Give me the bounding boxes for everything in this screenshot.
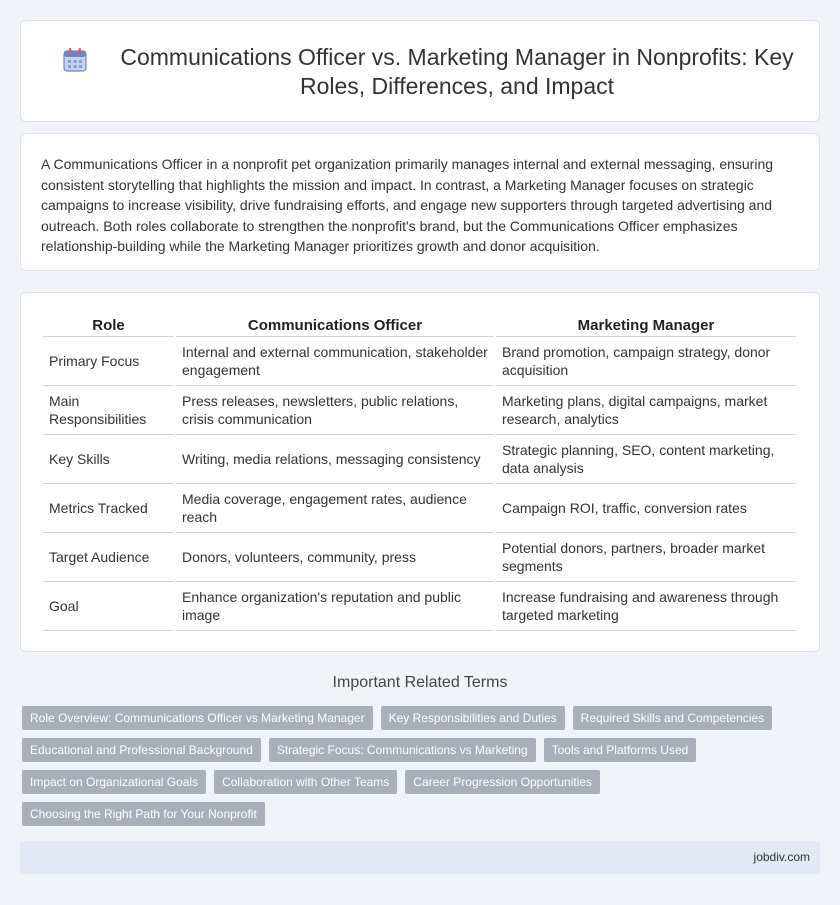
- row-label: Primary Focus: [43, 337, 174, 386]
- column-header-role: Role: [43, 315, 174, 337]
- related-term-tag[interactable]: Collaboration with Other Teams: [214, 770, 397, 794]
- title-wrap: [61, 43, 799, 101]
- table-cell: Marketing plans, digital campaigns, market research, analytics: [496, 386, 796, 435]
- comparison-table: [41, 315, 798, 631]
- table-cell: Writing, media relations, messaging consistency: [176, 435, 494, 484]
- related-term-tag[interactable]: Career Progression Opportunities: [405, 770, 600, 794]
- row-label: Key Skills: [43, 435, 174, 484]
- footer-site-link[interactable]: jobdiv.com: [753, 850, 810, 864]
- table-cell: Campaign ROI, traffic, conversion rates: [496, 484, 796, 533]
- table-row: [43, 533, 796, 582]
- header-card: [20, 20, 820, 122]
- related-terms-list: [22, 706, 802, 826]
- table-cell: Strategic planning, SEO, content marketing, data analysis: [496, 435, 796, 484]
- table-row: [43, 582, 796, 631]
- footer: [20, 841, 820, 874]
- table-cell: Press releases, newsletters, public relations, crisis communication: [176, 386, 494, 435]
- table-row: [43, 435, 796, 484]
- comparison-table-card: [20, 292, 820, 652]
- related-terms-heading: Important Related Terms: [332, 674, 508, 691]
- related-term-tag[interactable]: Key Responsibilities and Duties: [381, 706, 565, 730]
- table-row: [43, 337, 796, 386]
- intro-paragraph: A Communications Officer in a nonprofit pet organization primarily manages internal and external messaging, ensuring consistent storytelling that highlights the mission and impact. In contrast, a Marketing Manager focuses on strategic campaigns to increase visibility, drive fundraising efforts, and engage new supporters through targeted advertising and outreach. Both roles collaborate to strengthen the nonprofit's brand, but the Communications Officer emphasizes relationship-building while the Marketing Manager prioritizes growth and donor acquisition.: [41, 156, 774, 255]
- table-cell: Potential donors, partners, broader market segments: [496, 533, 796, 582]
- related-term-tag[interactable]: Strategic Focus: Communications vs Marketing: [269, 738, 536, 762]
- row-label: Target Audience: [43, 533, 174, 582]
- table-cell: Brand promotion, campaign strategy, donor acquisition: [496, 337, 796, 386]
- calendar-icon: [61, 46, 89, 74]
- related-term-tag[interactable]: Role Overview: Communications Officer vs Marketing Manager: [22, 706, 373, 730]
- row-label: Metrics Tracked: [43, 484, 174, 533]
- table-row: [43, 386, 796, 435]
- column-header-communications-officer: Communications Officer: [176, 315, 494, 337]
- related-term-tag[interactable]: Educational and Professional Background: [22, 738, 261, 762]
- related-term-tag[interactable]: Required Skills and Competencies: [573, 706, 772, 730]
- related-term-tag[interactable]: Impact on Organizational Goals: [22, 770, 206, 794]
- table-row: [43, 484, 796, 533]
- related-term-tag[interactable]: Choosing the Right Path for Your Nonprofit: [22, 802, 265, 826]
- page-title: Communications Officer vs. Marketing Manager in Nonprofits: Key Roles, Differences, and Impact: [120, 44, 794, 99]
- table-cell: Increase fundraising and awareness through targeted marketing: [496, 582, 796, 631]
- table-cell: Media coverage, engagement rates, audience reach: [176, 484, 494, 533]
- table-cell: Donors, volunteers, community, press: [176, 533, 494, 582]
- column-header-marketing-manager: Marketing Manager: [496, 315, 796, 337]
- table-header-row: [43, 315, 796, 337]
- row-label: Goal: [43, 582, 174, 631]
- table-cell: Internal and external communication, stakeholder engagement: [176, 337, 494, 386]
- table-cell: Enhance organization's reputation and public image: [176, 582, 494, 631]
- related-term-tag[interactable]: Tools and Platforms Used: [544, 738, 697, 762]
- intro-card: [20, 133, 820, 271]
- row-label: Main Responsibilities: [43, 386, 174, 435]
